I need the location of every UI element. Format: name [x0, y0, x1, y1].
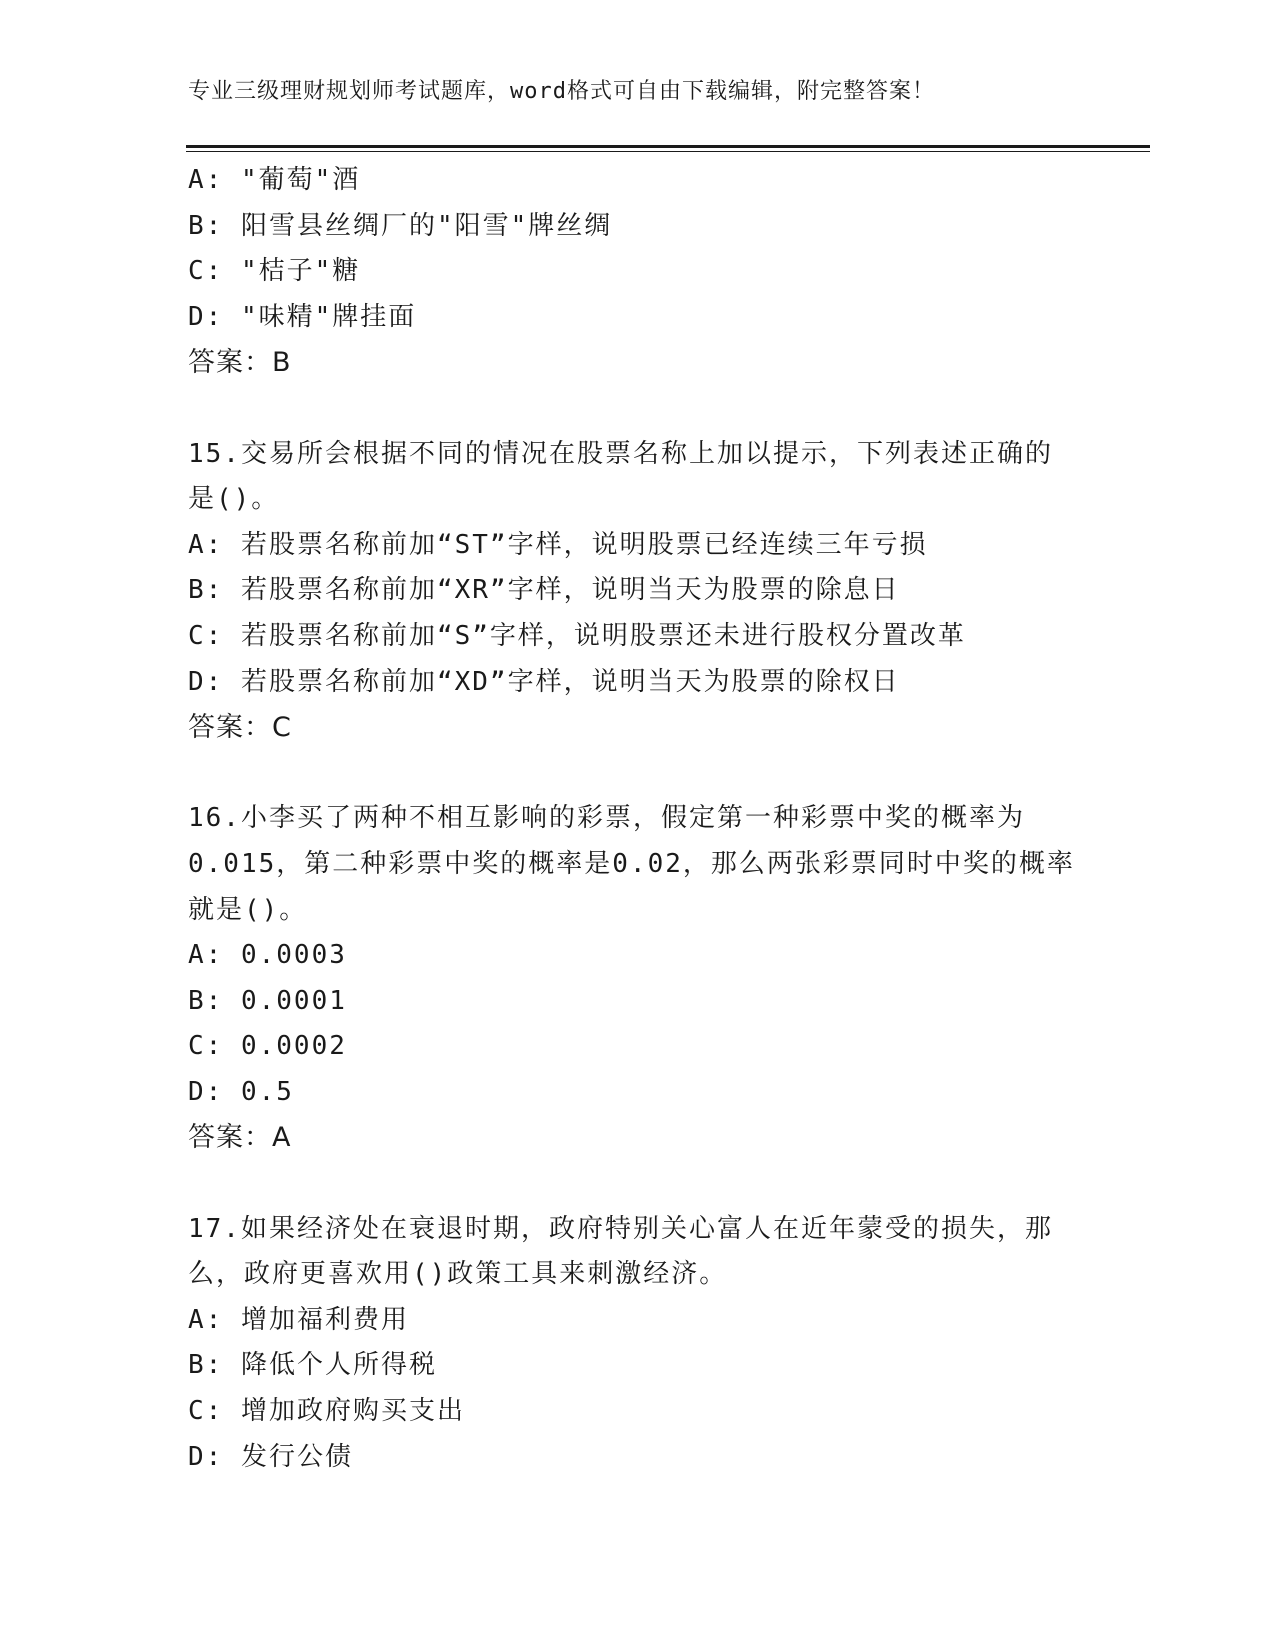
- option-b: B: 降低个人所得税: [188, 1350, 437, 1381]
- option-d: D: 若股票名称前加“XD”字样，说明当天为股票的除权日: [188, 666, 900, 697]
- exam-content: [188, 158, 1088, 1480]
- option-d: D: 0.5: [188, 1076, 294, 1107]
- spacer: [188, 386, 1088, 432]
- question-14-block: [188, 158, 1088, 386]
- question-text-line: 0.015，第二种彩票中奖的概率是0.02，那么两张彩票同时中奖的概率: [188, 848, 1075, 879]
- option-a: A: "葡萄"酒: [188, 165, 361, 195]
- option-a: A: 0.0003: [188, 940, 347, 971]
- answer: 答案：C: [188, 712, 292, 744]
- option-d: D: "味精"牌挂面: [188, 301, 417, 332]
- option-b: B: 阳雪县丝绸厂的"阳雪"牌丝绸: [188, 210, 613, 241]
- option-b: B: 若股票名称前加“XR”字样，说明当天为股票的除息日: [188, 575, 900, 606]
- question-text-line: 17.如果经济处在衰退时期，政府特别关心富人在近年蒙受的损失，那: [188, 1213, 1053, 1244]
- option-c: C: 若股票名称前加“S”字样，说明股票还未进行股权分置改革: [188, 620, 966, 651]
- question-text-line: 15.交易所会根据不同的情况在股票名称上加以提示，下列表述正确的: [188, 438, 1053, 469]
- option-c: C: 增加政府购买支出: [188, 1396, 465, 1427]
- page-header: 专业三级理财规划师考试题库，word格式可自由下载编辑，附完整答案！: [188, 79, 935, 104]
- question-15-block: [188, 432, 1088, 751]
- question-16-block: [188, 796, 1088, 1161]
- option-d: D: 发行公债: [188, 1441, 353, 1472]
- option-a: A: 增加福利费用: [188, 1304, 409, 1335]
- option-c: C: 0.0002: [188, 1031, 347, 1062]
- spacer: [188, 1161, 1088, 1207]
- option-a: A: 若股票名称前加“ST”字样，说明股票已经连续三年亏损: [188, 529, 928, 560]
- answer: 答案：B: [188, 347, 292, 379]
- spacer: [188, 751, 1088, 797]
- question-text-line: 就是()。: [188, 894, 308, 925]
- option-b: B: 0.0001: [188, 985, 347, 1016]
- question-17-block: [188, 1207, 1088, 1481]
- option-c: C: "桔子"糖: [188, 256, 361, 287]
- header-rule-thick: [186, 145, 1150, 148]
- header-rule-thin: [186, 151, 1150, 152]
- answer: 答案：A: [188, 1122, 292, 1154]
- question-text-line: 是()。: [188, 484, 280, 515]
- question-text-line: 16.小李买了两种不相互影响的彩票，假定第一种彩票中奖的概率为: [188, 803, 1025, 834]
- question-text-line: 么，政府更喜欢用()政策工具来刺激经济。: [188, 1259, 728, 1290]
